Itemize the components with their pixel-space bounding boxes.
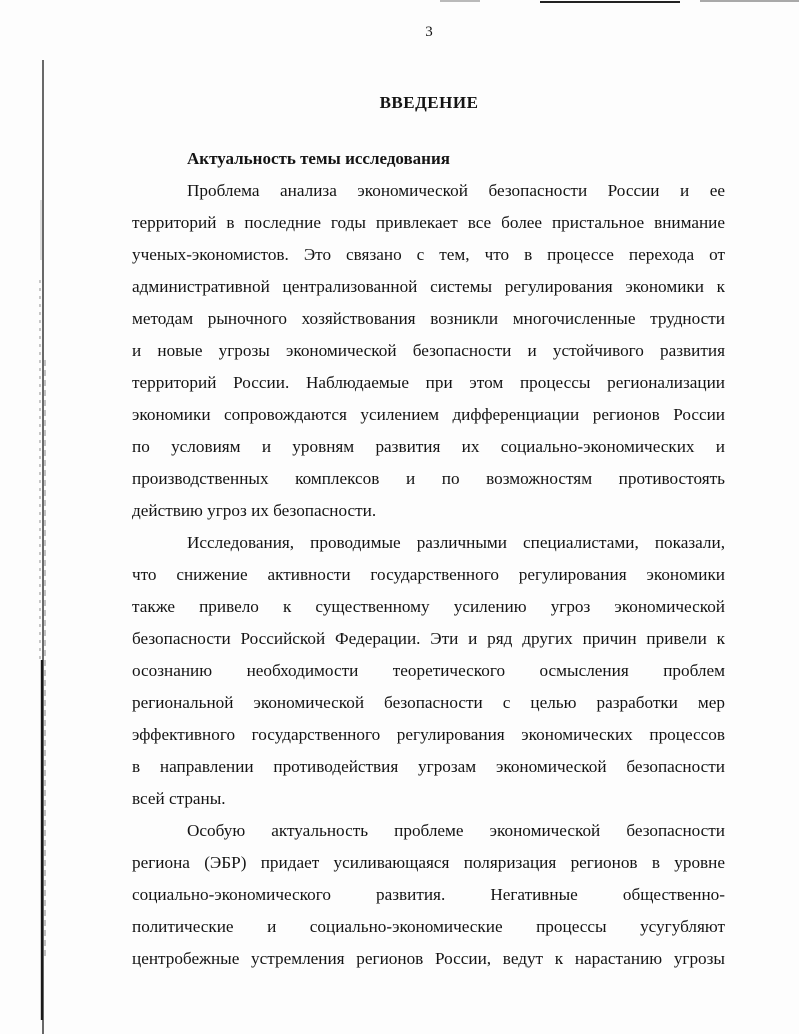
text-line: также привело к существенному усилению угроз экономической [132,597,725,616]
text-line: эффективного государственного регулирования экономических процессов [132,725,725,744]
text-line: региона (ЭБР) придает усиливающаяся поляризация регионов в уровне [132,853,725,872]
text-line: ученых-экономистов. Это связано с тем, что в процессе перехода от [132,245,725,264]
text-line: всей страны. [132,789,226,808]
text-line: в направлении противодействия угрозам экономической безопасности [132,757,725,776]
text-line: осознанию необходимости теоретического осмысления проблем [132,661,725,680]
binding-edge-artifact [34,60,48,1034]
text-line: территорий России. Наблюдаемые при этом процессы регионализации [132,373,725,392]
text-line: политические и социально-экономические процессы усугубляют [132,917,725,936]
text-line: Проблема анализа экономической безопасности России и ее [187,181,725,200]
text-line: центробежные устремления регионов России, ведут к нарастанию угрозы [132,949,725,968]
text-line: административной централизованной системы регулирования экономики к [132,277,725,296]
text-line: что снижение активности государственного регулирования экономики [132,565,725,584]
text-line: и новые угрозы экономической безопасности и устойчивого развития [132,341,725,360]
text-line: Особую актуальность проблеме экономической безопасности [187,821,725,840]
text-line: производственных комплексов и по возможностям противостоять [132,469,725,488]
text-line: социально-экономического развития. Негативные общественно- [132,885,725,904]
text-line: экономики сопровождаются усилением дифференциации регионов России [132,405,725,424]
section-heading: ВВЕДЕНИЕ [379,93,479,112]
text-line: Исследования, проводимые различными специалистами, показали, [187,533,725,552]
page-number: 3 [425,24,433,40]
text-line: безопасности Российской Федерации. Эти и ряд других причин привели к [132,629,725,648]
text-line: региональной экономической безопасности с целью разработки мер [132,693,725,712]
text-line: действию угроз их безопасности. [132,501,377,520]
text-line: по условиям и уровням развития их социально-экономических и [132,437,725,456]
subsection-heading: Актуальность темы исследования [187,149,450,168]
text-line: методам рыночного хозяйствования возникли многочисленные трудности [132,309,725,328]
top-edge-artifact [440,0,799,8]
text-line: территорий в последние годы привлекает все более пристальное внимание [132,213,725,232]
